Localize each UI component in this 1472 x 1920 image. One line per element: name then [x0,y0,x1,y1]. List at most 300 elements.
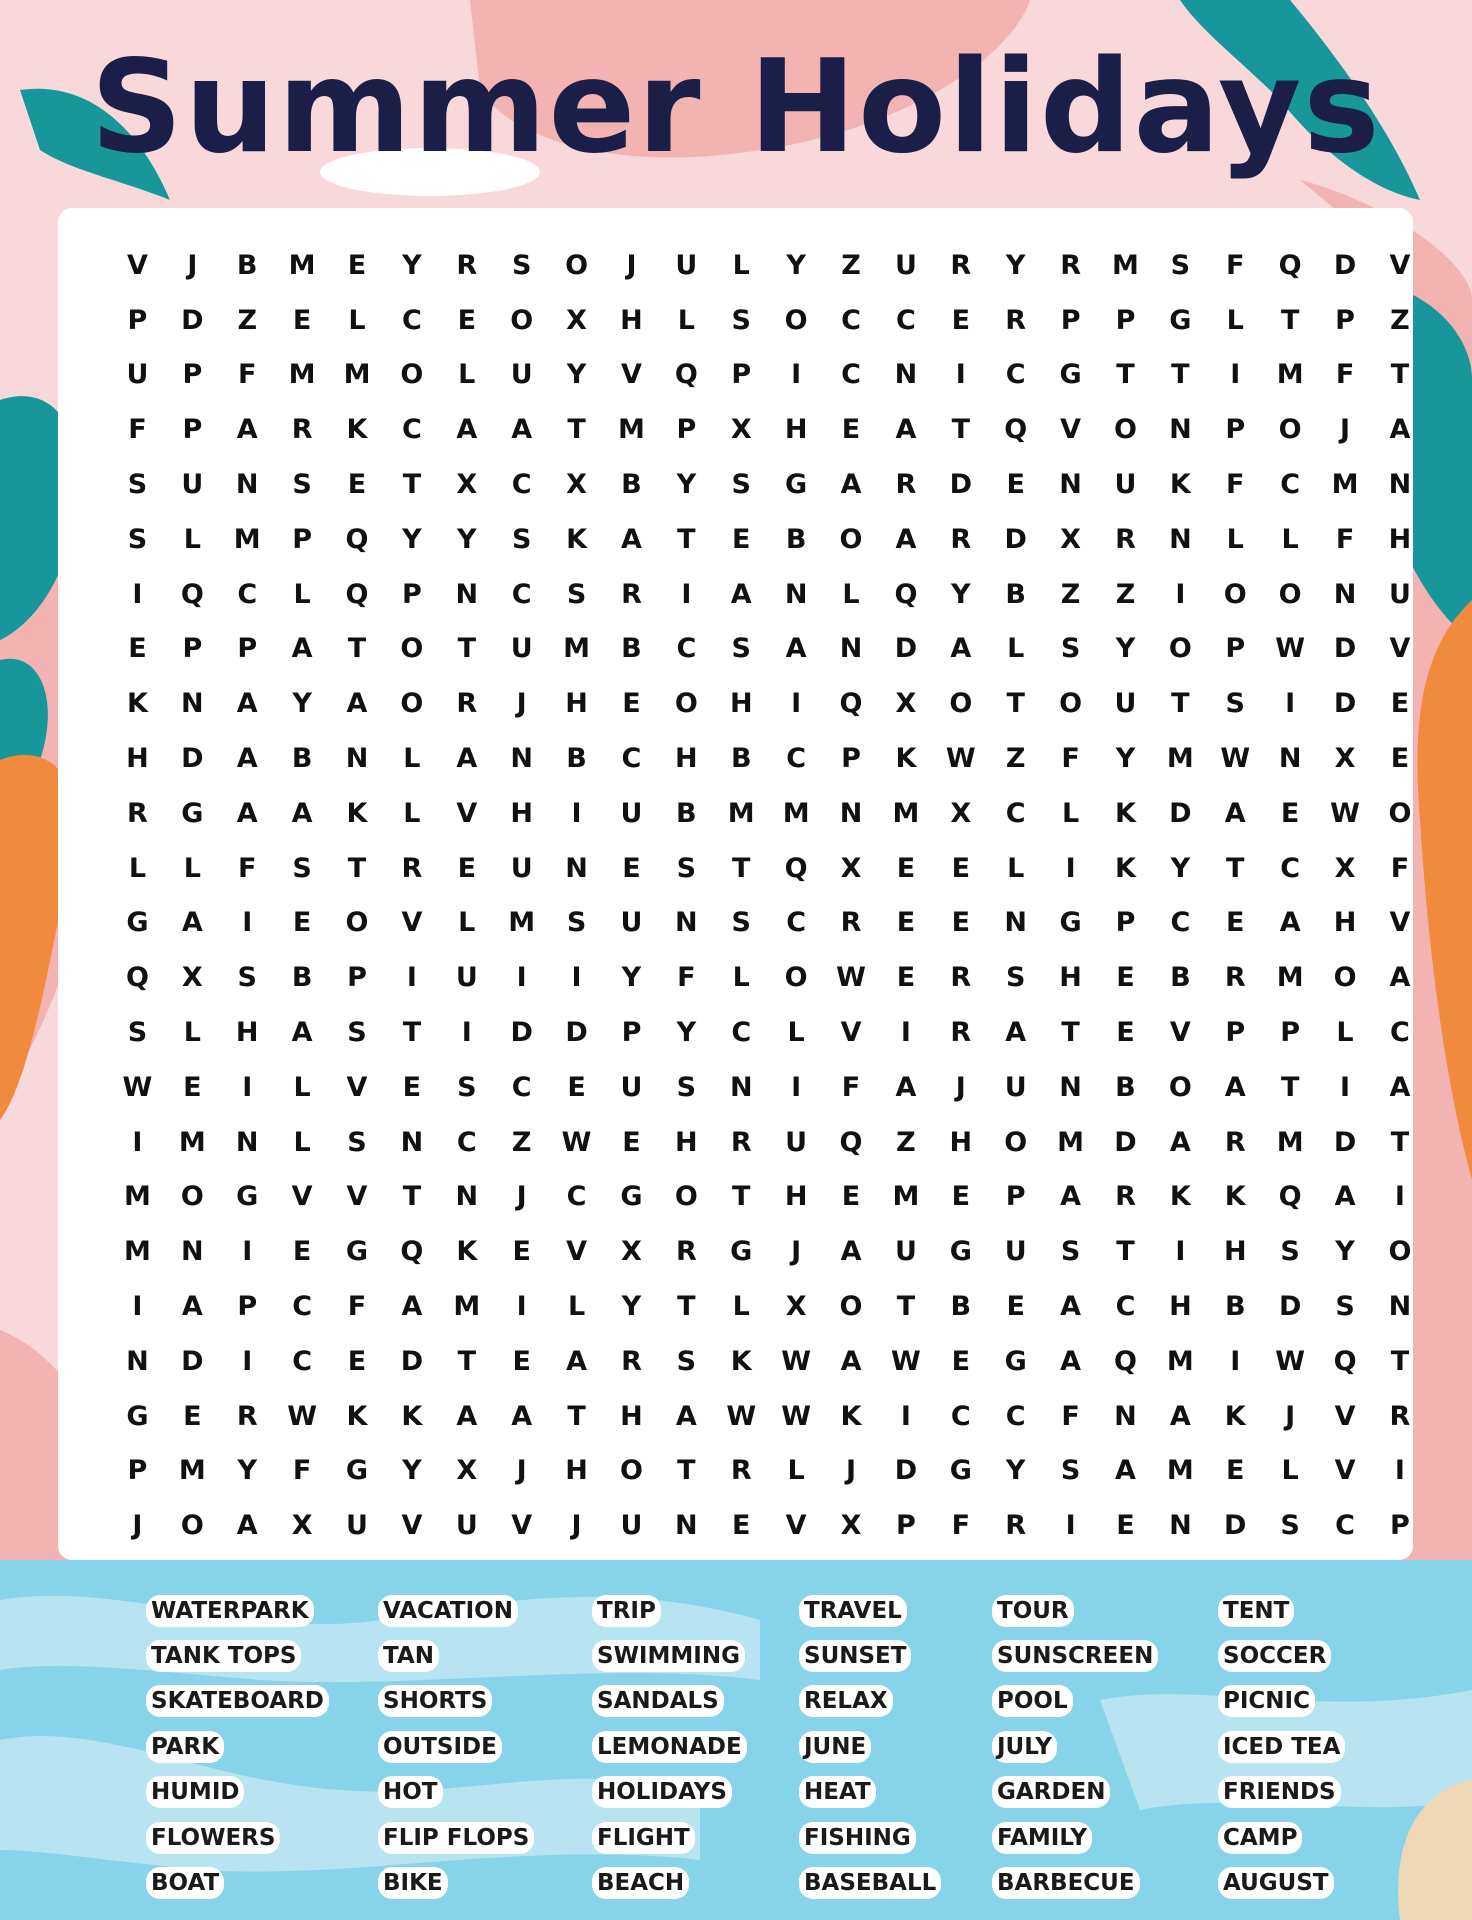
grid-letter[interactable]: G [1169,304,1192,336]
grid-letter[interactable]: R [840,907,862,939]
grid-letter[interactable]: V [1389,633,1411,665]
grid-letter[interactable]: F [292,1455,312,1487]
grid-letter[interactable]: A [1115,1455,1136,1487]
grid-letter[interactable]: L [293,578,311,610]
grid-letter[interactable]: O [180,1510,204,1542]
grid-letter[interactable]: S [731,469,751,501]
grid-letter[interactable]: I [955,359,966,391]
grid-letter[interactable]: I [571,797,582,829]
grid-letter[interactable]: O [400,633,424,665]
grid-letter[interactable]: U [510,633,533,665]
grid-letter[interactable]: T [347,633,367,665]
grid-letter[interactable]: F [1335,359,1355,391]
grid-letter[interactable]: M [1276,962,1304,994]
grid-letter[interactable]: E [1390,743,1410,775]
grid-letter[interactable]: O [565,249,589,281]
grid-letter[interactable]: F [238,852,257,884]
grid-letter[interactable]: E [1116,1017,1135,1049]
grid-letter[interactable]: Q [180,578,204,610]
grid-letter[interactable]: E [896,852,916,884]
grid-letter[interactable]: O [839,523,863,555]
grid-letter[interactable]: P [841,743,861,775]
grid-letter[interactable]: D [1333,688,1357,720]
grid-letter[interactable]: H [126,743,149,775]
grid-letter[interactable]: D [1333,249,1357,281]
grid-letter[interactable]: O [1333,962,1357,994]
grid-letter[interactable]: B [1170,962,1191,994]
grid-letter[interactable]: D [1004,523,1027,555]
grid-letter[interactable]: T [567,1400,586,1432]
grid-letter[interactable]: V [1169,1017,1191,1049]
grid-letter[interactable]: C [621,743,642,775]
grid-letter[interactable]: U [126,359,149,391]
grid-letter[interactable]: L [183,523,201,555]
grid-letter[interactable]: Y [292,688,312,720]
grid-letter[interactable]: L [1226,523,1244,555]
grid-letter[interactable]: Q [839,688,863,720]
grid-letter[interactable]: E [896,907,916,939]
grid-letter[interactable]: A [236,414,258,446]
grid-letter[interactable]: A [1169,1126,1191,1158]
grid-letter[interactable]: U [1004,1236,1027,1268]
grid-letter[interactable]: N [839,797,863,829]
grid-letter[interactable]: N [455,1181,479,1213]
grid-letter[interactable]: P [621,1017,642,1049]
grid-letter[interactable]: E [951,1345,971,1377]
grid-letter[interactable]: B [621,633,642,665]
grid-letter[interactable]: T [402,469,422,501]
grid-letter[interactable]: H [675,1126,698,1158]
grid-letter[interactable]: J [1340,414,1351,446]
grid-letter[interactable]: S [511,249,532,281]
grid-letter[interactable]: C [786,743,807,775]
grid-letter[interactable]: O [674,1181,698,1213]
grid-letter[interactable]: C [511,578,532,610]
grid-letter[interactable]: U [1004,1071,1027,1103]
grid-letter[interactable]: T [347,852,367,884]
grid-letter[interactable]: G [236,1181,259,1213]
grid-letter[interactable]: Z [237,304,258,336]
grid-letter[interactable]: O [510,304,534,336]
grid-letter[interactable]: I [1175,578,1186,610]
grid-letter[interactable]: L [293,1071,311,1103]
grid-letter[interactable]: S [511,523,532,555]
grid-letter[interactable]: O [1278,578,1302,610]
grid-letter[interactable]: I [461,1017,472,1049]
grid-letter[interactable]: P [127,304,148,336]
grid-letter[interactable]: N [675,907,698,939]
grid-letter[interactable]: U [620,907,643,939]
grid-letter[interactable]: M [782,797,810,829]
grid-letter[interactable]: A [511,1400,533,1432]
grid-letter[interactable]: E [1116,962,1135,994]
grid-letter[interactable]: M [1276,359,1304,391]
grid-letter[interactable]: L [458,907,476,939]
grid-letter[interactable]: N [1169,523,1192,555]
grid-letter[interactable]: N [894,359,918,391]
grid-letter[interactable]: F [347,1291,367,1323]
grid-letter[interactable]: H [620,304,643,336]
grid-letter[interactable]: M [618,414,645,446]
grid-letter[interactable]: E [1006,1291,1025,1323]
grid-letter[interactable]: E [1390,688,1410,720]
grid-letter[interactable]: Y [237,1455,257,1487]
grid-letter[interactable]: I [791,1071,802,1103]
grid-letter[interactable]: D [894,633,918,665]
grid-letter[interactable]: Y [402,1455,422,1487]
grid-letter[interactable]: C [566,1181,587,1213]
grid-letter[interactable]: I [242,907,253,939]
grid-letter[interactable]: S [566,578,587,610]
grid-letter[interactable]: H [565,688,588,720]
grid-letter[interactable]: E [841,1181,861,1213]
grid-letter[interactable]: R [950,249,972,281]
grid-letter[interactable]: E [292,304,312,336]
grid-letter[interactable]: H [620,1400,643,1432]
grid-letter[interactable]: R [895,469,917,501]
grid-letter[interactable]: B [676,797,697,829]
grid-letter[interactable]: S [127,523,148,555]
grid-letter[interactable]: L [1007,633,1025,665]
grid-letter[interactable]: F [1335,523,1355,555]
grid-letter[interactable]: X [1334,852,1356,884]
grid-letter[interactable]: B [1005,578,1026,610]
grid-letter[interactable]: V [401,1510,423,1542]
grid-letter[interactable]: H [949,1126,973,1158]
grid-letter[interactable]: T [1171,688,1190,720]
grid-letter[interactable]: H [1059,962,1082,994]
grid-letter[interactable]: J [516,688,527,720]
grid-letter[interactable]: P [402,578,422,610]
grid-letter[interactable]: I [1175,1236,1186,1268]
grid-letter[interactable]: I [900,1017,911,1049]
grid-letter[interactable]: X [456,1455,478,1487]
grid-letter[interactable]: P [182,414,203,446]
grid-letter[interactable]: G [181,797,204,829]
grid-letter[interactable]: C [1005,797,1026,829]
grid-letter[interactable]: M [343,359,371,391]
grid-letter[interactable]: X [840,1510,862,1542]
grid-letter[interactable]: S [731,304,751,336]
grid-letter[interactable]: I [1065,852,1076,884]
grid-letter[interactable]: M [233,523,261,555]
grid-letter[interactable]: E [512,1236,531,1268]
grid-letter[interactable]: A [291,1017,313,1049]
grid-letter[interactable]: Q [345,523,369,555]
grid-letter[interactable]: E [457,304,477,336]
grid-letter[interactable]: C [841,304,861,336]
grid-letter[interactable]: N [1059,469,1082,501]
grid-letter[interactable]: K [730,1345,752,1377]
grid-letter[interactable]: N [1278,743,1302,775]
grid-letter[interactable]: C [511,1071,532,1103]
grid-letter[interactable]: P [127,1455,148,1487]
grid-letter[interactable]: O [345,907,369,939]
grid-letter[interactable]: U [346,1510,368,1542]
grid-letter[interactable]: E [567,1071,586,1103]
grid-letter[interactable]: R [730,1455,752,1487]
grid-letter[interactable]: B [291,962,313,994]
grid-letter[interactable]: L [1226,304,1244,336]
grid-letter[interactable]: R [1060,249,1081,281]
grid-letter[interactable]: M [1057,1126,1085,1158]
grid-letter[interactable]: I [242,1071,253,1103]
grid-letter[interactable]: M [727,797,755,829]
grid-letter[interactable]: A [950,633,972,665]
grid-letter[interactable]: A [1389,962,1411,994]
grid-letter[interactable]: Z [896,1126,916,1158]
grid-letter[interactable]: L [567,1291,586,1323]
grid-letter[interactable]: K [895,743,917,775]
grid-letter[interactable]: O [1059,688,1083,720]
grid-letter[interactable]: G [345,1236,369,1268]
grid-letter[interactable]: C [896,304,916,336]
grid-letter[interactable]: E [1226,1455,1245,1487]
grid-letter[interactable]: Q [125,962,149,994]
grid-letter[interactable]: Q [345,578,369,610]
grid-letter[interactable]: O [674,688,698,720]
grid-letter[interactable]: I [516,1291,527,1323]
grid-letter[interactable]: K [1115,797,1136,829]
grid-letter[interactable]: W [781,1345,812,1377]
grid-letter[interactable]: F [1390,852,1410,884]
grid-letter[interactable]: R [675,1236,697,1268]
grid-letter[interactable]: O [1168,1071,1192,1103]
grid-letter[interactable]: R [401,852,423,884]
grid-letter[interactable]: M [1276,1126,1304,1158]
grid-letter[interactable]: Y [951,578,971,610]
grid-letter[interactable]: Y [1335,1236,1355,1268]
grid-letter[interactable]: H [1333,907,1357,939]
grid-letter[interactable]: W [726,1400,757,1432]
grid-letter[interactable]: F [128,414,147,446]
grid-letter[interactable]: C [1005,359,1026,391]
grid-letter[interactable]: X [566,469,587,501]
grid-letter[interactable]: E [1116,1510,1135,1542]
grid-letter[interactable]: D [1224,1510,1247,1542]
grid-letter[interactable]: M [563,633,590,665]
grid-letter[interactable]: A [1389,1071,1411,1103]
grid-letter[interactable]: N [1333,578,1357,610]
grid-letter[interactable]: M [288,249,316,281]
grid-letter[interactable]: V [1334,1400,1356,1432]
grid-letter[interactable]: S [347,1126,367,1158]
grid-letter[interactable]: L [732,1291,750,1323]
grid-letter[interactable]: G [1004,1345,1027,1377]
grid-letter[interactable]: S [292,852,312,884]
grid-letter[interactable]: V [126,249,148,281]
grid-letter[interactable]: C [1280,852,1301,884]
grid-letter[interactable]: B [950,1291,972,1323]
grid-letter[interactable]: O [1388,797,1412,829]
grid-letter[interactable]: F [1061,1400,1080,1432]
grid-letter[interactable]: K [1115,852,1136,884]
grid-letter[interactable]: C [950,1400,971,1432]
grid-letter[interactable]: A [456,1400,478,1432]
grid-letter[interactable]: K [1224,1181,1246,1213]
grid-letter[interactable]: U [675,249,698,281]
grid-letter[interactable]: M [1166,743,1194,775]
grid-letter[interactable]: E [512,1345,531,1377]
grid-letter[interactable]: I [1065,1510,1076,1542]
grid-letter[interactable]: C [292,1291,313,1323]
grid-letter[interactable]: A [236,797,258,829]
grid-letter[interactable]: E [183,1071,202,1103]
grid-letter[interactable]: Y [621,962,642,994]
grid-letter[interactable]: C [1390,1017,1410,1049]
grid-letter[interactable]: U [620,797,643,829]
grid-letter[interactable]: J [955,1071,966,1103]
grid-letter[interactable]: N [1114,1400,1137,1432]
grid-letter[interactable]: J [1285,1400,1296,1432]
grid-letter[interactable]: M [124,1236,151,1268]
grid-letter[interactable]: E [951,852,971,884]
grid-letter[interactable]: R [621,1345,642,1377]
grid-letter[interactable]: H [1388,523,1412,555]
grid-letter[interactable]: A [181,1291,203,1323]
grid-letter[interactable]: Y [1115,743,1136,775]
grid-letter[interactable]: X [456,469,478,501]
grid-letter[interactable]: Q [1114,1345,1137,1377]
grid-letter[interactable]: R [950,962,972,994]
grid-letter[interactable]: U [1114,688,1137,720]
grid-letter[interactable]: O [784,304,808,336]
grid-letter[interactable]: K [1169,469,1191,501]
grid-letter[interactable]: T [732,852,751,884]
grid-letter[interactable]: P [1225,414,1246,446]
grid-letter[interactable]: T [677,523,696,555]
grid-letter[interactable]: K [840,1400,862,1432]
grid-letter[interactable]: P [896,1510,916,1542]
grid-letter[interactable]: P [1060,304,1081,336]
grid-letter[interactable]: J [516,1455,527,1487]
grid-letter[interactable]: B [785,523,807,555]
grid-letter[interactable]: A [1169,1400,1191,1432]
grid-letter[interactable]: L [293,1126,311,1158]
grid-letter[interactable]: F [1061,743,1080,775]
grid-letter[interactable]: N [126,1345,149,1377]
grid-letter[interactable]: X [291,1510,313,1542]
grid-letter[interactable]: L [1007,852,1025,884]
grid-letter[interactable]: R [127,797,148,829]
grid-letter[interactable]: Z [1115,578,1136,610]
grid-letter[interactable]: L [787,1455,805,1487]
grid-letter[interactable]: A [1060,1181,1082,1213]
grid-letter[interactable]: C [676,633,697,665]
grid-letter[interactable]: K [401,1400,423,1432]
grid-letter[interactable]: T [1061,1017,1080,1049]
grid-letter[interactable]: C [237,578,258,610]
grid-letter[interactable]: E [402,1071,422,1103]
grid-letter[interactable]: O [1223,578,1247,610]
grid-letter[interactable]: E [292,907,312,939]
grid-letter[interactable]: S [1005,962,1026,994]
grid-letter[interactable]: E [896,962,916,994]
grid-letter[interactable]: D [1333,633,1357,665]
grid-letter[interactable]: I [791,359,802,391]
grid-letter[interactable]: T [896,1291,916,1323]
grid-letter[interactable]: V [840,1017,862,1049]
grid-letter[interactable]: R [621,578,642,610]
grid-letter[interactable]: F [677,962,696,994]
grid-letter[interactable]: S [292,469,312,501]
grid-letter[interactable]: I [900,1400,911,1432]
grid-letter[interactable]: N [1388,1291,1412,1323]
grid-letter[interactable]: G [345,1455,369,1487]
grid-letter[interactable]: J [516,1181,527,1213]
grid-letter[interactable]: Y [676,469,697,501]
grid-letter[interactable]: X [730,414,752,446]
grid-letter[interactable]: P [1335,304,1355,336]
grid-letter[interactable]: P [292,523,313,555]
grid-letter[interactable]: T [677,1455,696,1487]
grid-letter[interactable]: M [288,359,316,391]
grid-letter[interactable]: T [1390,1345,1410,1377]
grid-letter[interactable]: H [510,797,533,829]
grid-letter[interactable]: I [1394,1455,1405,1487]
grid-letter[interactable]: E [1006,469,1025,501]
grid-letter[interactable]: P [182,359,203,391]
grid-letter[interactable]: V [346,1071,368,1103]
grid-letter[interactable]: Y [1170,852,1191,884]
grid-letter[interactable]: T [402,1181,422,1213]
grid-letter[interactable]: D [510,1017,533,1049]
grid-letter[interactable]: A [1334,1181,1356,1213]
grid-letter[interactable]: R [456,688,478,720]
grid-letter[interactable]: U [620,1071,643,1103]
grid-letter[interactable]: U [181,469,204,501]
grid-letter[interactable]: Z [841,249,861,281]
grid-letter[interactable]: B [291,743,313,775]
grid-letter[interactable]: M [1166,1455,1194,1487]
grid-letter[interactable]: F [951,1510,971,1542]
grid-letter[interactable]: S [1335,1291,1355,1323]
grid-letter[interactable]: R [291,414,313,446]
grid-letter[interactable]: E [292,1236,312,1268]
grid-letter[interactable]: S [1280,1510,1300,1542]
grid-letter[interactable]: A [621,523,642,555]
grid-letter[interactable]: T [402,1017,422,1049]
grid-letter[interactable]: N [565,852,588,884]
grid-letter[interactable]: L [1281,523,1299,555]
grid-letter[interactable]: S [566,907,587,939]
grid-letter[interactable]: D [894,1455,918,1487]
grid-letter[interactable]: R [950,523,972,555]
grid-letter[interactable]: C [1335,1510,1355,1542]
grid-letter[interactable]: M [178,1126,206,1158]
grid-letter[interactable]: D [949,469,973,501]
grid-letter[interactable]: P [182,633,203,665]
grid-letter[interactable]: A [1279,907,1301,939]
grid-letter[interactable]: A [291,633,313,665]
grid-letter[interactable]: N [455,578,479,610]
grid-letter[interactable]: W [781,1400,812,1432]
grid-letter[interactable]: D [1278,1291,1302,1323]
grid-letter[interactable]: C [1005,1400,1026,1432]
grid-letter[interactable]: W [891,1345,921,1377]
grid-letter[interactable]: A [236,1510,258,1542]
grid-letter[interactable]: Q [839,1126,863,1158]
grid-letter[interactable]: G [126,907,149,939]
grid-letter[interactable]: R [1115,523,1136,555]
grid-letter[interactable]: K [346,414,368,446]
grid-letter[interactable]: Y [402,249,422,281]
grid-letter[interactable]: E [457,852,477,884]
grid-letter[interactable]: I [132,1126,143,1158]
grid-letter[interactable]: U [510,852,533,884]
grid-letter[interactable]: I [1340,1071,1351,1103]
grid-letter[interactable]: X [621,1236,642,1268]
